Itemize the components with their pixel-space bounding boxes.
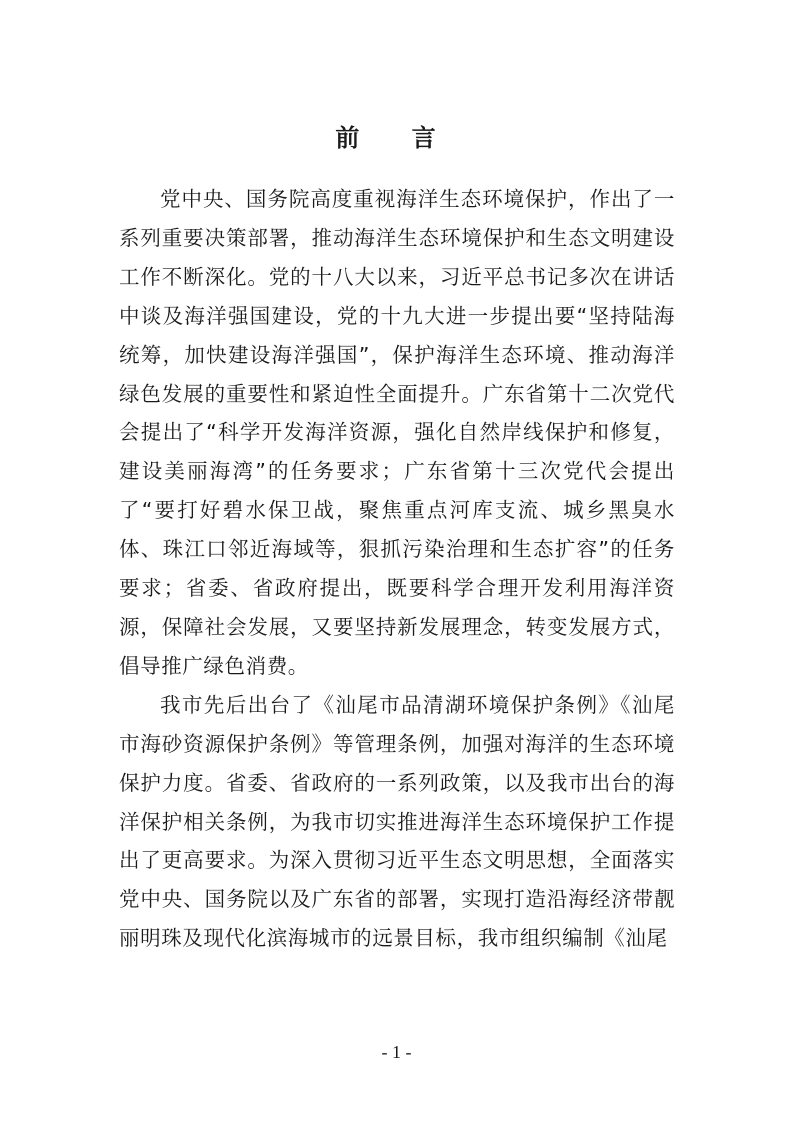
paragraph-2: 我市先后出台了《汕尾市品清湖环境保护条例》《汕尾市海砂资源保护条例》等管理条例，加强对海洋的生态环境保护力度。省委、省政府的一系列政策，以及我市出台的海洋保护相关条例，为我市切实推进海洋生态环境保护工作提出了更高要求。为深入贯彻习近平生态文明思想，全面落实党中央、国务院以及广东省的部署，实现打造沿海经济带靓丽明珠及现代化滨海城市的远景目标，我市组织编制《汕尾 bbox=[119, 692, 675, 951]
paragraph-1: 党中央、国务院高度重视海洋生态环境保护，作出了一系列重要决策部署，推动海洋生态环境保护和生态文明建设工作不断深化。党的十八大以来，习近平总书记多次在讲话中谈及海洋强国建设，党的十九大进一步提出要“坚持陆海统筹，加快建设海洋强国”，保护海洋生态环境、推动海洋绿色发展的重要性和紧迫性全面提升。广东省第十二次党代会提出了“科学开发海洋资源，强化自然岸线保护和修复，建设美丽海湾”的任务要求；广东省第十三次党代会提出了“要打好碧水保卫战，聚焦重点河库支流、城乡黑臭水体、珠江口邻近海域等，狠抓污染治理和生态扩容”的任务要求；省委、省政府提出，既要科学合理开发利用海洋资源，保障社会发展，又要坚持新发展理念，转变发展方式，倡导推广绿色消费。 bbox=[119, 187, 675, 678]
body-text bbox=[119, 180, 675, 958]
page-title: 前 言 bbox=[335, 123, 458, 152]
page-number: - 1 - bbox=[381, 1042, 412, 1062]
